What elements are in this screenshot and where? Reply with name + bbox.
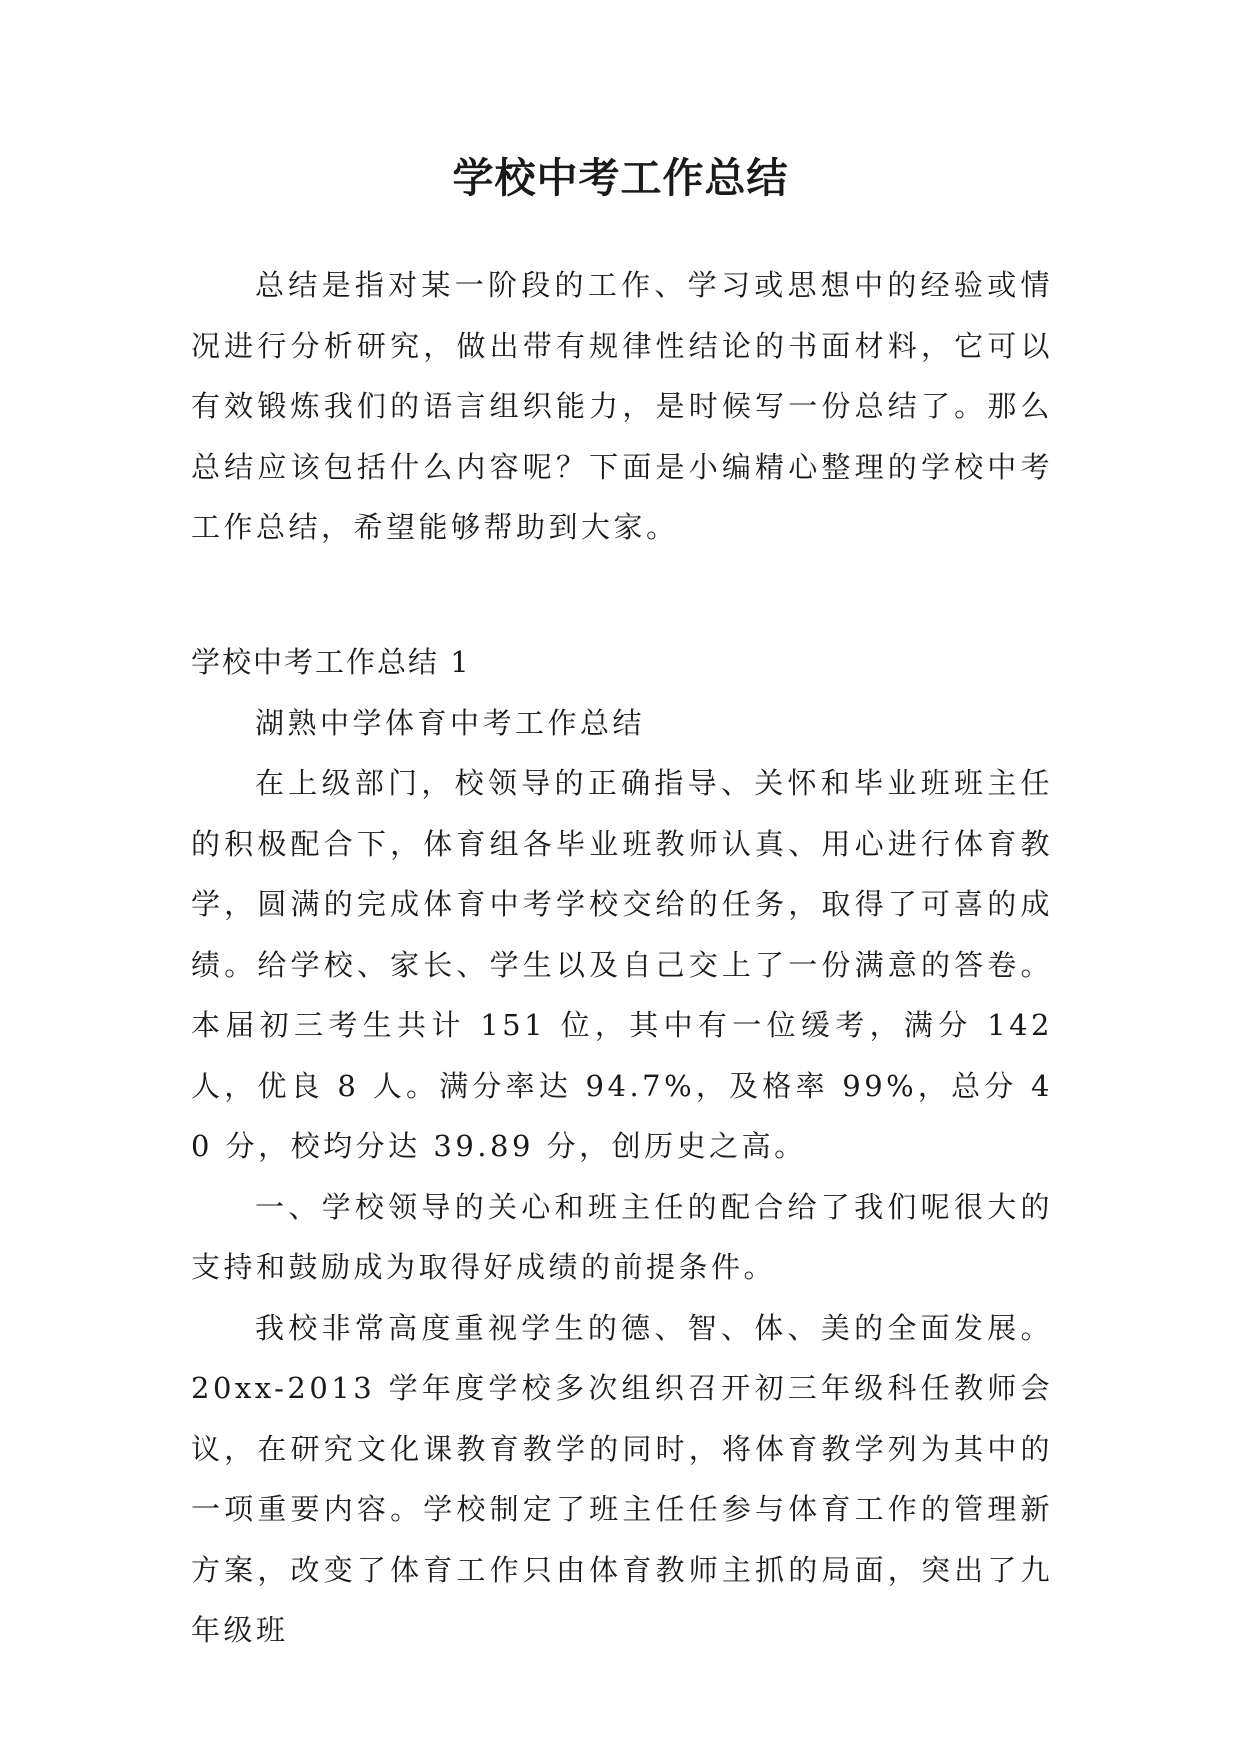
article-title: 湖熟中学体育中考工作总结 (255, 705, 646, 740)
document-title: 学校中考工作总结 (452, 154, 789, 202)
body-paragraph: 在上级部门，校领导的正确指导、关怀和毕业班班主任的积极配合下，体育组各毕业班教师认真、用心进行体育教学，圆满的完成体育中考学校交给的任务，取得了可喜的成绩。给学校、家长、学生以及自己交上了一份满意的答卷。本届初三考生共计 151 位，其中有一位缓考，满分 142 人，优良 8 人。满分率达 94.7%，及格率 99%，总分 40 分，校均分达 39.89 分，创历史之高。 (191, 766, 1053, 1163)
body-paragraph: 我校非常高度重视学生的德、智、体、美的全面发展。20xx-2013 学年度学校多次组织召开初三年级科任教师会议，在研究文化课教育教学的同时，将体育教学列为其中的一项重要内容。学校制定了班主任任参与体育工作的管理新方案，改变了体育工作只由体育教师主抓的局面，突出了九年级班 (191, 1310, 1053, 1647)
intro-block (191, 255, 1053, 558)
section-block (191, 632, 1053, 1661)
body-paragraph: 一、学校领导的关心和班主任的配合给了我们呢很大的支持和鼓励成为取得好成绩的前提条件。 (191, 1189, 1053, 1284)
section-heading: 学校中考工作总结 1 (191, 645, 471, 679)
intro-paragraph: 总结是指对某一阶段的工作、学习或思想中的经验或情况进行分析研究，做出带有规律性结论的书面材料，它可以有效锻炼我们的语言组织能力，是时候写一份总结了。那么总结应该包括什么内容呢？下面是小编精心整理的学校中考工作总结，希望能够帮助到大家。 (191, 268, 1053, 544)
